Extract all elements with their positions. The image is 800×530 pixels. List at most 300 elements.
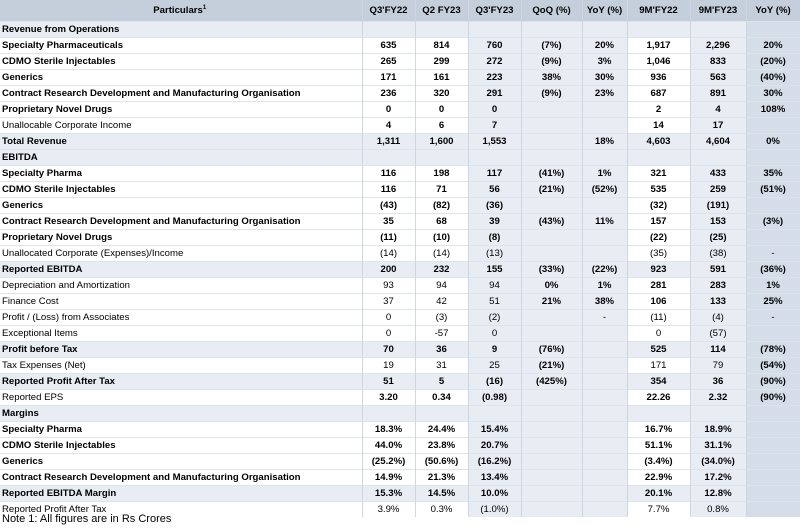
table-row (0, 406, 800, 422)
cell-value: 687 (627, 86, 690, 102)
cell-value: 2,296 (690, 38, 746, 54)
cell-value: 70 (362, 342, 415, 358)
cell-value: 17.2% (690, 470, 746, 486)
table-row (0, 486, 800, 502)
cell-value: 18% (582, 134, 627, 150)
cell-value (362, 406, 415, 422)
cell-value: 42 (415, 294, 468, 310)
cell-value (582, 502, 627, 518)
cell-value: 198 (415, 166, 468, 182)
cell-value: (9%) (521, 86, 582, 102)
cell-value: 51.1% (627, 438, 690, 454)
cell-value: 0.8% (690, 502, 746, 518)
row-label: CDMO Sterile Injectables (0, 54, 362, 70)
cell-value (582, 326, 627, 342)
cell-value: 1,600 (415, 134, 468, 150)
col-header: YoY (%) (746, 0, 800, 22)
cell-value: 2.32 (690, 390, 746, 406)
col-header: 9M'FY23 (690, 0, 746, 22)
cell-value (746, 406, 800, 422)
cell-value: (7%) (521, 38, 582, 54)
cell-value: 22.26 (627, 390, 690, 406)
cell-value: 4,604 (690, 134, 746, 150)
cell-value: 4 (362, 118, 415, 134)
cell-value: 21% (521, 294, 582, 310)
cell-value: (16.2%) (468, 454, 521, 470)
table-row (0, 342, 800, 358)
cell-value: 291 (468, 86, 521, 102)
row-label: Revenue from Operations (0, 22, 362, 38)
cell-value (582, 230, 627, 246)
cell-value: 0.34 (415, 390, 468, 406)
cell-value: 760 (468, 38, 521, 54)
row-label: Contract Research Development and Manufacturing Organisation (0, 86, 362, 102)
cell-value: - (582, 310, 627, 326)
cell-value: (3) (415, 310, 468, 326)
cell-value: 16.7% (627, 422, 690, 438)
row-label: Reported Profit After Tax (0, 374, 362, 390)
cell-value (582, 454, 627, 470)
cell-value: 3.20 (362, 390, 415, 406)
cell-value: (38) (690, 246, 746, 262)
row-label: Profit / (Loss) from Associates (0, 310, 362, 326)
cell-value: 38% (521, 70, 582, 86)
cell-value: 10.0% (468, 486, 521, 502)
cell-value (746, 150, 800, 166)
table-row (0, 262, 800, 278)
cell-value (521, 246, 582, 262)
row-label: Exceptional Items (0, 326, 362, 342)
cell-value: 116 (362, 166, 415, 182)
cell-value: 24.4% (415, 422, 468, 438)
table-row (0, 70, 800, 86)
cell-value: -57 (415, 326, 468, 342)
cell-value: (78%) (746, 342, 800, 358)
cell-value: 1,046 (627, 54, 690, 70)
cell-value: 272 (468, 54, 521, 70)
cell-value: 232 (415, 262, 468, 278)
row-label: CDMO Sterile Injectables (0, 438, 362, 454)
cell-value: (25.2%) (362, 454, 415, 470)
cell-value: 116 (362, 182, 415, 198)
cell-value (521, 390, 582, 406)
cell-value: 7.7% (627, 502, 690, 518)
cell-value: 22.9% (627, 470, 690, 486)
cell-value (582, 374, 627, 390)
row-label: Generics (0, 70, 362, 86)
row-label: CDMO Sterile Injectables (0, 182, 362, 198)
cell-value: (36%) (746, 262, 800, 278)
row-label: Specialty Pharma (0, 422, 362, 438)
cell-value: (21%) (521, 182, 582, 198)
cell-value: 31 (415, 358, 468, 374)
cell-value: 155 (468, 262, 521, 278)
cell-value: 223 (468, 70, 521, 86)
cell-value: 7 (468, 118, 521, 134)
cell-value (521, 326, 582, 342)
cell-value: 6 (415, 118, 468, 134)
cell-value: (90%) (746, 374, 800, 390)
cell-value: 0 (362, 310, 415, 326)
cell-value: (3%) (746, 214, 800, 230)
row-label: Reported EBITDA Margin (0, 486, 362, 502)
cell-value (521, 454, 582, 470)
cell-value: 30% (582, 70, 627, 86)
cell-value: 299 (415, 54, 468, 70)
cell-value: (41%) (521, 166, 582, 182)
row-label: Margins (0, 406, 362, 422)
cell-value (690, 22, 746, 38)
table-row (0, 454, 800, 470)
cell-value: 891 (690, 86, 746, 102)
cell-value: 25% (746, 294, 800, 310)
table-row (0, 22, 800, 38)
cell-value: 157 (627, 214, 690, 230)
cell-value: (40%) (746, 70, 800, 86)
cell-value (746, 486, 800, 502)
cell-value: (51%) (746, 182, 800, 198)
cell-value: 1% (746, 278, 800, 294)
table-row (0, 278, 800, 294)
cell-value: 94 (415, 278, 468, 294)
cell-value: (32) (627, 198, 690, 214)
cell-value (627, 406, 690, 422)
cell-value: 93 (362, 278, 415, 294)
cell-value: (54%) (746, 358, 800, 374)
cell-value (521, 406, 582, 422)
cell-value: 4 (690, 102, 746, 118)
cell-value: 20.1% (627, 486, 690, 502)
cell-value: 923 (627, 262, 690, 278)
cell-value (627, 150, 690, 166)
cell-value: (34.0%) (690, 454, 746, 470)
cell-value: 14.9% (362, 470, 415, 486)
row-label: Depreciation and Amortization (0, 278, 362, 294)
cell-value (582, 102, 627, 118)
cell-value: 106 (627, 294, 690, 310)
cell-value: 1% (582, 166, 627, 182)
cell-value (582, 118, 627, 134)
cell-value: 108% (746, 102, 800, 118)
cell-value: (57) (690, 326, 746, 342)
cell-value: 3% (582, 54, 627, 70)
cell-value (468, 406, 521, 422)
cell-value: 3.9% (362, 502, 415, 518)
cell-value (582, 198, 627, 214)
cell-value: 18.9% (690, 422, 746, 438)
cell-value (746, 422, 800, 438)
cell-value: 1,553 (468, 134, 521, 150)
cell-value (582, 342, 627, 358)
cell-value (521, 486, 582, 502)
cell-value (582, 470, 627, 486)
row-label: Unallocable Corporate Income (0, 118, 362, 134)
cell-value: 51 (468, 294, 521, 310)
table-row (0, 374, 800, 390)
cell-value (521, 198, 582, 214)
cell-value: 535 (627, 182, 690, 198)
cell-value: (35) (627, 246, 690, 262)
cell-value: 30% (746, 86, 800, 102)
table-row (0, 182, 800, 198)
cell-value: 936 (627, 70, 690, 86)
cell-value: 265 (362, 54, 415, 70)
row-label: Tax Expenses (Net) (0, 358, 362, 374)
cell-value (362, 150, 415, 166)
cell-value (627, 22, 690, 38)
cell-value: 25 (468, 358, 521, 374)
cell-value: 18.3% (362, 422, 415, 438)
cell-value: 20.7% (468, 438, 521, 454)
cell-value: 833 (690, 54, 746, 70)
cell-value: (76%) (521, 342, 582, 358)
cell-value (690, 406, 746, 422)
cell-value (415, 150, 468, 166)
cell-value (582, 422, 627, 438)
cell-value: (16) (468, 374, 521, 390)
cell-value: 259 (690, 182, 746, 198)
table-row (0, 438, 800, 454)
cell-value: 0 (627, 326, 690, 342)
cell-value: 0 (468, 102, 521, 118)
col-header: Q2 FY23 (415, 0, 468, 22)
cell-value (746, 118, 800, 134)
table-row (0, 198, 800, 214)
cell-value: 39 (468, 214, 521, 230)
cell-value: (11) (362, 230, 415, 246)
cell-value: 814 (415, 38, 468, 54)
table-row (0, 214, 800, 230)
table-row (0, 54, 800, 70)
cell-value: 321 (627, 166, 690, 182)
col-header: 9M'FY22 (627, 0, 690, 22)
cell-value (690, 150, 746, 166)
cell-value: 23.8% (415, 438, 468, 454)
cell-value: 5 (415, 374, 468, 390)
cell-value: (14) (362, 246, 415, 262)
cell-value: 37 (362, 294, 415, 310)
row-label: Reported EBITDA (0, 262, 362, 278)
cell-value: (1.0%) (468, 502, 521, 518)
table-row (0, 470, 800, 486)
cell-value (521, 310, 582, 326)
row-label: EBITDA (0, 150, 362, 166)
row-label: Proprietary Novel Drugs (0, 230, 362, 246)
cell-value (521, 470, 582, 486)
row-label: Profit before Tax (0, 342, 362, 358)
cell-value: - (746, 246, 800, 262)
cell-value: 1,311 (362, 134, 415, 150)
cell-value: 17 (690, 118, 746, 134)
cell-value: (22) (627, 230, 690, 246)
table-row (0, 38, 800, 54)
cell-value (746, 22, 800, 38)
cell-value: (25) (690, 230, 746, 246)
cell-value: (4) (690, 310, 746, 326)
cell-value (521, 502, 582, 518)
cell-value (582, 358, 627, 374)
cell-value: 0% (746, 134, 800, 150)
row-label: Contract Research Development and Manufacturing Organisation (0, 214, 362, 230)
cell-value: 20% (582, 38, 627, 54)
table-row (0, 294, 800, 310)
cell-value: 11% (582, 214, 627, 230)
cell-value: 563 (690, 70, 746, 86)
cell-value: 23% (582, 86, 627, 102)
cell-value: 525 (627, 342, 690, 358)
cell-value: 21.3% (415, 470, 468, 486)
cell-value: 79 (690, 358, 746, 374)
cell-value (582, 486, 627, 502)
cell-value: 1% (582, 278, 627, 294)
cell-value: 0 (362, 102, 415, 118)
col-header: Q3'FY23 (468, 0, 521, 22)
cell-value (746, 326, 800, 342)
cell-value: 0% (521, 278, 582, 294)
cell-value (521, 134, 582, 150)
row-label: Finance Cost (0, 294, 362, 310)
row-label: Unallocated Corporate (Expenses)/Income (0, 246, 362, 262)
cell-value: (2) (468, 310, 521, 326)
table-row (0, 422, 800, 438)
cell-value: 35 (362, 214, 415, 230)
cell-value: 13.4% (468, 470, 521, 486)
cell-value: 20% (746, 38, 800, 54)
cell-value (746, 198, 800, 214)
cell-value (746, 454, 800, 470)
cell-value: 71 (415, 182, 468, 198)
cell-value (582, 390, 627, 406)
cell-value: 56 (468, 182, 521, 198)
cell-value (746, 470, 800, 486)
cell-value: 94 (468, 278, 521, 294)
cell-value: 44.0% (362, 438, 415, 454)
cell-value: 635 (362, 38, 415, 54)
col-header: QoQ (%) (521, 0, 582, 22)
cell-value: 161 (415, 70, 468, 86)
cell-value: 31.1% (690, 438, 746, 454)
cell-value (746, 230, 800, 246)
cell-value (521, 118, 582, 134)
table-row (0, 134, 800, 150)
footnote: Note 1: All figures are in Rs Crores (2, 513, 172, 525)
row-label: Contract Research Development and Manufacturing Organisation (0, 470, 362, 486)
cell-value: 200 (362, 262, 415, 278)
table-row (0, 86, 800, 102)
row-label: Generics (0, 198, 362, 214)
cell-value (582, 150, 627, 166)
cell-value: 12.8% (690, 486, 746, 502)
table-row (0, 246, 800, 262)
cell-value: (20%) (746, 54, 800, 70)
cell-value: 36 (415, 342, 468, 358)
table-row (0, 230, 800, 246)
cell-value: (425%) (521, 374, 582, 390)
cell-value (521, 22, 582, 38)
cell-value: 281 (627, 278, 690, 294)
cell-value (468, 22, 521, 38)
table-row (0, 102, 800, 118)
cell-value: 9 (468, 342, 521, 358)
cell-value: 2 (627, 102, 690, 118)
cell-value: (33%) (521, 262, 582, 278)
cell-value: (82) (415, 198, 468, 214)
cell-value: (43) (362, 198, 415, 214)
cell-value: 0 (415, 102, 468, 118)
table-row (0, 150, 800, 166)
cell-value: (14) (415, 246, 468, 262)
cell-value: (13) (468, 246, 521, 262)
cell-value: 19 (362, 358, 415, 374)
col-header: YoY (%) (582, 0, 627, 22)
cell-value: 68 (415, 214, 468, 230)
cell-value (746, 438, 800, 454)
cell-value (746, 502, 800, 518)
table-row (0, 310, 800, 326)
row-label: Reported EPS (0, 390, 362, 406)
col-header: Q3'FY22 (362, 0, 415, 22)
cell-value: (50.6%) (415, 454, 468, 470)
cell-value: 0.3% (415, 502, 468, 518)
table-header-row (0, 0, 800, 22)
row-label: Generics (0, 454, 362, 470)
cell-value: 117 (468, 166, 521, 182)
row-label: Specialty Pharmaceuticals (0, 38, 362, 54)
cell-value (582, 246, 627, 262)
cell-value: (10) (415, 230, 468, 246)
table-row (0, 166, 800, 182)
cell-value: (8) (468, 230, 521, 246)
cell-value: - (746, 310, 800, 326)
table-row (0, 326, 800, 342)
cell-value (582, 406, 627, 422)
cell-value: 15.3% (362, 486, 415, 502)
cell-value: (36) (468, 198, 521, 214)
cell-value (362, 22, 415, 38)
cell-value: (22%) (582, 262, 627, 278)
cell-value: 14.5% (415, 486, 468, 502)
cell-value: 354 (627, 374, 690, 390)
cell-value: 114 (690, 342, 746, 358)
cell-value: 320 (415, 86, 468, 102)
cell-value: (0.98) (468, 390, 521, 406)
col-header-particulars: Particulars$^1$ (0, 0, 362, 22)
cell-value (521, 230, 582, 246)
row-label: Total Revenue (0, 134, 362, 150)
cell-value: (21%) (521, 358, 582, 374)
cell-value: (43%) (521, 214, 582, 230)
row-label: Reported Profit After Tax (0, 502, 362, 518)
cell-value: 1,917 (627, 38, 690, 54)
cell-value: 133 (690, 294, 746, 310)
cell-value (521, 438, 582, 454)
cell-value: (9%) (521, 54, 582, 70)
cell-value: 0 (362, 326, 415, 342)
cell-value: 35% (746, 166, 800, 182)
cell-value: (191) (690, 198, 746, 214)
row-label: Proprietary Novel Drugs (0, 102, 362, 118)
cell-value (415, 22, 468, 38)
cell-value: 433 (690, 166, 746, 182)
cell-value: 36 (690, 374, 746, 390)
cell-value: 38% (582, 294, 627, 310)
cell-value: 4,603 (627, 134, 690, 150)
cell-value: 591 (690, 262, 746, 278)
cell-value: 171 (627, 358, 690, 374)
cell-value: 171 (362, 70, 415, 86)
cell-value (521, 102, 582, 118)
cell-value (582, 22, 627, 38)
